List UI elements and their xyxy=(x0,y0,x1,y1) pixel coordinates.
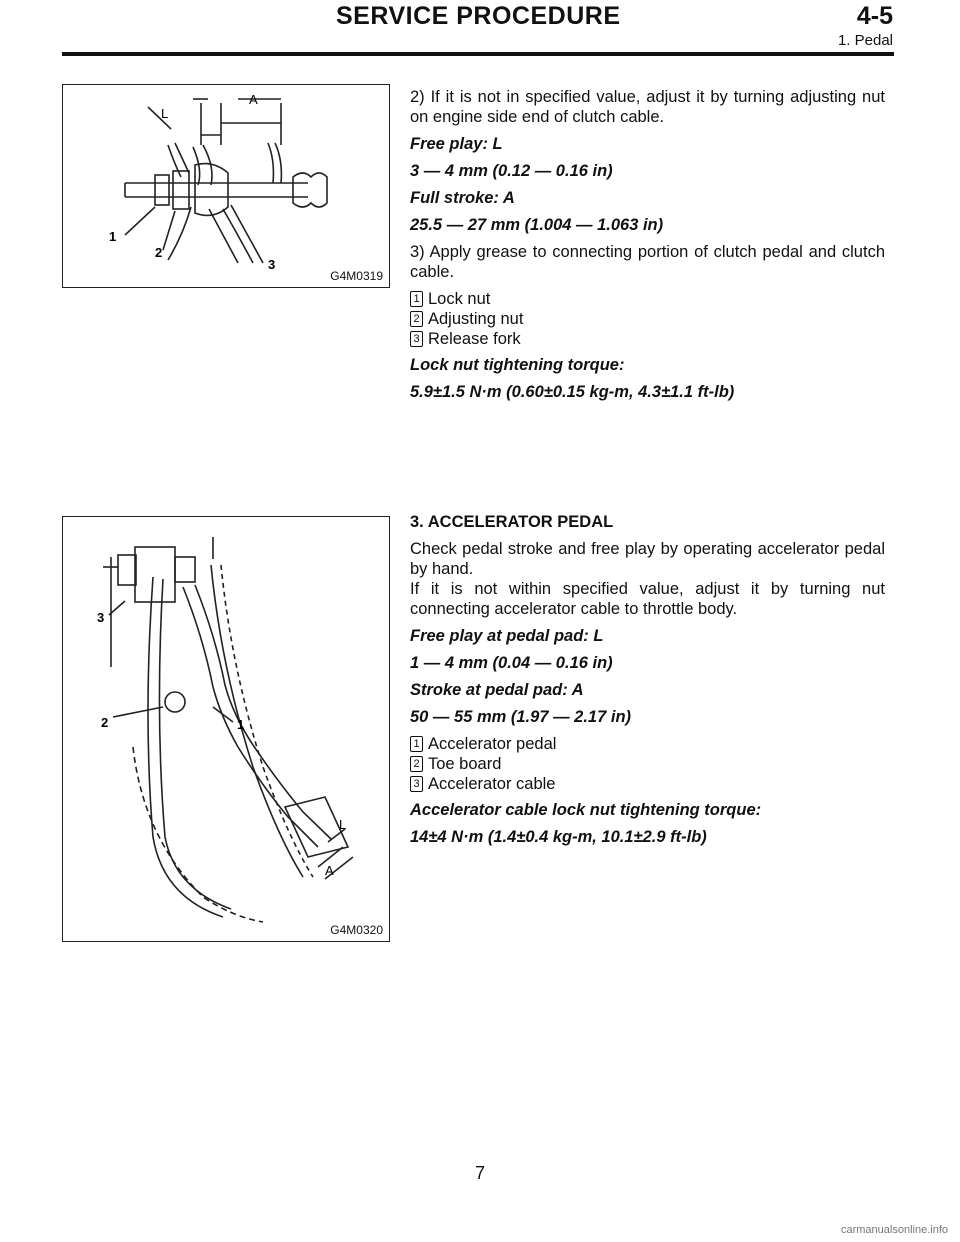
free-play-value: 3 — 4 mm (0.12 — 0.16 in) xyxy=(410,162,613,180)
accelerator-pedal-illustration xyxy=(63,517,389,941)
watermark: carmanualsonline.info xyxy=(840,1224,948,1236)
legend-text: Release fork xyxy=(428,330,521,348)
fig2-callout-2: 2 xyxy=(101,715,109,730)
fig1-label-a: A xyxy=(249,92,258,107)
torque-value: 5.9±1.5 N·m (0.60±0.15 kg-m, 4.3±1.1 ft-lb) xyxy=(410,383,735,401)
legend-text: Toe board xyxy=(428,755,502,773)
step-3: 3) Apply grease to connecting portion of clutch pedal and clutch cable. xyxy=(410,243,885,281)
fig1-label-l: L xyxy=(161,106,169,121)
legend-item xyxy=(410,754,885,774)
legend-number: 2 xyxy=(410,311,423,327)
fig1-callout-3: 3 xyxy=(268,257,276,272)
figure2-code: G4M0320 xyxy=(330,923,383,937)
legend-list xyxy=(410,734,885,794)
full-stroke-label: Full stroke: A xyxy=(410,189,515,207)
figure1-code: G4M0319 xyxy=(330,269,383,283)
clutch-adjust-text xyxy=(410,87,885,409)
legend-text: Accelerator pedal xyxy=(428,735,557,753)
legend-number: 2 xyxy=(410,756,423,772)
para-check: Check pedal stroke and free play by operating accelerator pedal by hand. xyxy=(410,540,885,578)
clutch-cable-illustration xyxy=(63,85,389,287)
full-stroke-value: 25.5 — 27 mm (1.004 — 1.063 in) xyxy=(410,216,664,234)
fig1-callout-1: 1 xyxy=(109,229,117,244)
accelerator-pedal-text xyxy=(410,512,885,854)
fig2-callout-1: 1 xyxy=(237,717,245,732)
legend-number: 1 xyxy=(410,736,423,752)
legend-text: Lock nut xyxy=(428,290,491,308)
legend-number: 1 xyxy=(410,291,423,307)
legend-item xyxy=(410,289,885,309)
legend-number: 3 xyxy=(410,331,423,347)
para-adjust: If it is not within specified value, adjust it by turning nut connecting accelerator cable to throttle body. xyxy=(410,580,885,618)
section-code: 4-5 xyxy=(856,2,893,30)
legend-list xyxy=(410,289,885,349)
free-play-label: Free play: L xyxy=(410,135,503,153)
torque-value: 14±4 N·m (1.4±0.4 kg-m, 10.1±2.9 ft-lb) xyxy=(410,828,707,846)
section-heading: 3. ACCELERATOR PEDAL xyxy=(410,513,614,531)
legend-item xyxy=(410,309,885,329)
torque-label: Accelerator cable lock nut tightening torque: xyxy=(410,801,762,819)
page-number: 7 xyxy=(474,1163,485,1183)
fig1-callout-2: 2 xyxy=(155,245,163,260)
stroke-label: Stroke at pedal pad: A xyxy=(410,681,584,699)
section-subtitle: 1. Pedal xyxy=(837,32,893,49)
figure-accelerator-pedal xyxy=(62,516,390,942)
free-play-value: 1 — 4 mm (0.04 — 0.16 in) xyxy=(410,654,613,672)
legend-item xyxy=(410,774,885,794)
legend-item xyxy=(410,734,885,754)
fig2-label-a: A xyxy=(325,863,334,878)
fig2-label-l: L xyxy=(339,817,347,832)
legend-item xyxy=(410,329,885,349)
step-2: 2) If it is not in specified value, adjust it by turning adjusting nut on engine side end of clutch cable. xyxy=(410,88,885,126)
legend-text: Accelerator cable xyxy=(428,775,556,793)
fig2-callout-3: 3 xyxy=(97,610,105,625)
section-title: SERVICE PROCEDURE xyxy=(336,2,621,30)
stroke-value: 50 — 55 mm (1.97 — 2.17 in) xyxy=(410,708,632,726)
free-play-label: Free play at pedal pad: L xyxy=(410,627,604,645)
figure-clutch-cable xyxy=(62,84,390,288)
legend-text: Adjusting nut xyxy=(428,310,524,328)
header-rule xyxy=(62,52,894,56)
legend-number: 3 xyxy=(410,776,423,792)
torque-label: Lock nut tightening torque: xyxy=(410,356,625,374)
